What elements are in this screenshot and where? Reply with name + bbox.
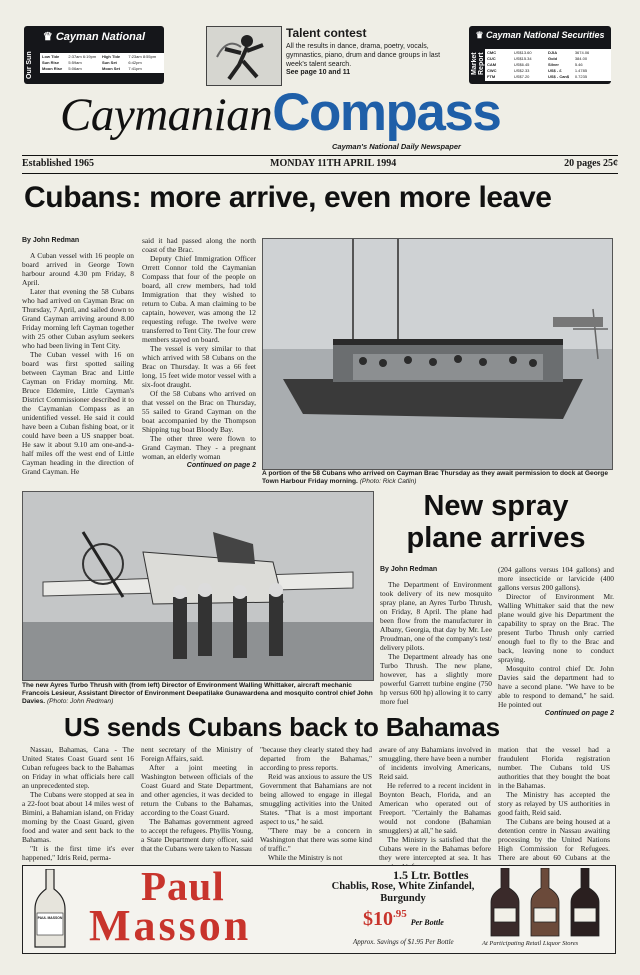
- masthead-word-caymanian: Caymanian: [60, 89, 273, 141]
- story3-column-3: [260, 745, 372, 862]
- article-paragraph: said it had passed along the north coast of the Brac.: [142, 236, 256, 254]
- article-paragraph: nent secretary of the Ministry of Foreign Affairs, said.: [141, 745, 253, 763]
- story2-byline: By John Redman: [380, 566, 438, 573]
- article-paragraph: "because they clearly stated they had departed from the Bahamas," according to press reports.: [260, 745, 372, 772]
- story1-byline: By John Redman: [22, 237, 80, 244]
- ear-table-cell: Sun Set: [101, 60, 117, 65]
- paul-masson-ad[interactable]: [22, 865, 616, 954]
- promo-body: All the results in dance, drama, poetry, vocals, gymnastics, piano, drum and dance groups in last week's talent search.: [286, 43, 441, 68]
- ear-table-cell: Moon Rise: [42, 66, 63, 71]
- article-paragraph: Of the 58 Cubans who arrived on that vessel on the Brac on Thursday, 55 sailed to Grand Cayman on the boat accompanied by the Thompson Shipping tug boat Bloody Bay.: [142, 389, 256, 434]
- article-paragraph: The Ministry has accepted the story as relayed by US authorities in good faith, Reid said.: [498, 790, 610, 817]
- article-paragraph: Nassau, Bahamas, Cana - The United States Coast Guard sent 16 Cuban refugees back to the Bahamas on Friday in what officials here call an unprecedented step.: [22, 745, 134, 790]
- promo-see: See page 10 and 11: [286, 69, 351, 76]
- ear-table-cell: 7:41pm: [128, 66, 142, 71]
- ear-table-cell: 5:59am: [68, 60, 82, 65]
- masthead-word-compass: Compass: [272, 83, 501, 142]
- ear-table-cell: US$ - £: [547, 68, 562, 73]
- article-paragraph: The Bahamas government agreed to accept the refugees. Phyllis Young, a State Department duty officer, said that the Cubans were taken to Nassau: [141, 817, 253, 853]
- ad-savings: Approx. Savings of $1.95 Per Bottle: [353, 938, 454, 946]
- story3-column-4: [379, 745, 491, 871]
- article-paragraph: "There may be a concern in Washington that there was some kind of traffic.": [260, 826, 372, 853]
- ad-wines: Chablis, Rose, White Zinfandel, Burgundy: [331, 881, 475, 904]
- article-paragraph: The Cubans were stopped at sea in a 22-foot boat about 14 miles west of Bimini, a Bahamian island, on Friday morning by the Coast Guard, given food and water and sent back to the Bahamas.: [22, 790, 134, 844]
- ear-table-cell: 5:06am: [68, 66, 82, 71]
- ear-table-row: [42, 66, 162, 72]
- article-paragraph: While the Ministry is not: [268, 853, 343, 862]
- article-paragraph: A Cuban vessel with 16 people on board arrived in George Town harbour around 4.30 pm Friday, 8 April.: [22, 251, 134, 287]
- ear-table-cell: US$7.20: [513, 74, 530, 79]
- ear-table-cell: CAM: [487, 62, 497, 67]
- article-paragraph: The vessel is very similar to that which arrived with 58 Cubans on the Brac on Thursday. It was a 66 feet long, 15 feet wide motor vessel with a six-foot draught.: [142, 344, 256, 389]
- ear-table-cell: Low Tide: [42, 54, 60, 59]
- ear-table-cell: Gold: [547, 56, 558, 61]
- story1-column-1: [22, 236, 134, 476]
- cuban-boat-photo: [262, 238, 613, 470]
- ear-table-cell: FTM: [487, 74, 496, 79]
- article-paragraph: The Ministry is satisfied that the Cubans were in the Bahamas before they were intercepted at sea. It has: [379, 835, 491, 862]
- headline-spray-plane[interactable]: New spray plane arrives: [406, 490, 586, 554]
- ear-table-cell: 0.7235: [574, 74, 588, 79]
- ear-table-cell: US$6.45: [513, 62, 530, 67]
- promo-title: Talent contest: [286, 26, 367, 40]
- promo-image: [206, 26, 282, 86]
- article-paragraph: Reid was anxious to assure the US Government that Bahamians are not being allowed to engage in illegal smuggling activities into the United States. "That is a most important aspect to us," he said.: [260, 772, 372, 826]
- plane-photo-icon: [23, 492, 373, 680]
- ear-table-cell: 6:42pm: [128, 60, 142, 65]
- masthead-logo[interactable]: [60, 82, 620, 146]
- article-paragraph: The Department already has one Turbo Thrush. The new plane, however, has a slightly more powerful Garrett turbine engine (750 hp versus 600 hp) allowing it to carry more fuel: [380, 652, 492, 706]
- ear-title: ♛ Cayman National Securities: [475, 30, 605, 40]
- ear-table-cell: DJIA: [547, 50, 558, 55]
- talent-promo[interactable]: [286, 26, 462, 76]
- story2-photo-credit: (Photo: John Redman): [46, 698, 114, 705]
- tide-table: [40, 53, 164, 73]
- ad-bottle-size: 1.5 Ltr. Bottles: [393, 868, 469, 882]
- dancer-photo-icon: [207, 27, 281, 85]
- ad-stores: At Participating Retail Liquor Stores: [482, 940, 579, 947]
- headline-us-sends-cubans[interactable]: US sends Cubans back to Bahamas: [64, 712, 500, 742]
- ear-table-cell: CWC: [487, 68, 497, 73]
- ear-table-cell: Silver: [547, 62, 559, 67]
- story3-column-5: [498, 745, 610, 871]
- article-paragraph: Later that evening the 58 Cubans who had arrived on Cayman Brac on Thursday, 7 April, and sailed down to Grand Cayman arriving around 8.00 Friday morning left Cayman together with 25 other Cuban asylum seekers who had been living in Tent City.: [22, 287, 134, 350]
- story3-column-2: [141, 745, 253, 853]
- wine-bottles-group-icon: [489, 868, 609, 938]
- ear-table-cell: US$13.60: [513, 50, 532, 55]
- ear-table-cell: 5.46: [574, 62, 583, 67]
- article-paragraph: (204 gallons versus 104 gallons) and more insecticide or larvicide (400 gallons versus 200 gallons).: [498, 565, 614, 592]
- story3-column-1: [22, 745, 134, 862]
- ear-table-cell: US$2.33: [513, 68, 530, 73]
- issue-date: MONDAY 11TH APRIL 1994: [270, 158, 397, 169]
- ear-title: ♛ Cayman National: [42, 31, 146, 43]
- article-paragraph: After a joint meeting in Washington between officials of the Coast Guard and State Department, and other agencies, it was decided to return the Cubans to the Bahamas, according to the Coast Guard.: [141, 763, 253, 817]
- ear-side-label: Our Sun: [26, 51, 33, 79]
- cayman-national-logo-icon: ♛: [42, 31, 56, 43]
- story2-column-2: [498, 565, 614, 718]
- article-paragraph: The Cubans are being housed at a detention centre in Nassau awaiting processing by the United Nations High Commission for Refugees. There are about 60 Cubans at the: [498, 817, 610, 862]
- story1-photo-credit: (Photo: Rick Catlin): [359, 478, 417, 485]
- ear-table-cell: CMC: [487, 50, 497, 55]
- masthead-tagline: Cayman's National Daily Newspaper: [332, 142, 461, 151]
- article-paragraph: The Department of Environment took delivery of its new mosquito spray plane, an Ayres Turbo Thrush, on Friday, 8 April. The plane had been flow from the manufacturer in Albany, Georgia, that day by Mr. Lee Proudman, one of the company's test/ delivery pilots.: [380, 580, 492, 652]
- market-ear-box: [469, 26, 611, 84]
- article-paragraph: Deputy Chief Immigration Officer Orrett Connor told the Caymanian Compass that four of the people on board, all crew members, had told Immigration that they wished to return to Cuba. A man claiming to be captain, however, was among the 12 requesting refuge. The twelve were transferred to Tent City. The four crew members stayed on board.: [142, 254, 256, 344]
- ear-table-cell: 3674.06: [574, 50, 590, 55]
- article-paragraph: The other three were flown to Grand Cayman. They - a pregnant woman, an elderly woman: [142, 434, 256, 461]
- story1-continued[interactable]: Continued on page 2: [186, 462, 256, 469]
- ear-table-cell: 7:23am 8:55pm: [128, 54, 157, 59]
- ear-table-cell: Moon Set: [101, 66, 120, 71]
- article-paragraph: "It is the first time it's ever happened," Idris Reid, perma-: [22, 844, 134, 862]
- established-label: Established 1965: [22, 158, 94, 169]
- article-paragraph: Director of Environment Mr. Walling Whittaker said that the new plane would give his Department the capability to spray on the Brac. The present Turbo Thrush only carried enough fuel to fly to the Brac and back, leaving none to conduct spraying.: [498, 592, 614, 664]
- article-paragraph: aware of any Bahamians involved in smuggling, there have been a number of incidents involving Americans, Reid said.: [379, 745, 491, 781]
- pages-price: 20 pages 25¢: [564, 158, 618, 169]
- ear-table-cell: Sun Rise: [42, 60, 60, 65]
- ear-table-cell: High Tide: [101, 54, 121, 59]
- dateline-bar: [22, 155, 618, 174]
- market-table: [485, 49, 611, 81]
- ear-table-cell: CUC: [487, 56, 496, 61]
- article-paragraph: mation that the vessel had a fraudulent Florida registration number. The Cubans told US authorities that they bought the boat in the Bahamas.: [498, 745, 610, 790]
- article-paragraph: The Cuban vessel with 16 on board was first spotted sailing between Cayman Brac and Little Cayman on Friday morning. Mr. Bruce Eldemire, Little Cayman's District Commissioner described it to the Caymanian Compass as an unidentified vessel. He said it could have been a Cuban fishing boat, or it could have been a US snapper boat. He saw it about 9.10 am one-and-a-half miles off the west end of Little Cayman heading in the direction of Grand Cayman. He: [22, 350, 134, 476]
- ad-brand: Paul Masson: [89, 863, 252, 950]
- ear-table-row: [487, 74, 609, 80]
- boat-photo-icon: [263, 239, 612, 469]
- story2-column-1: [380, 565, 492, 706]
- ear-table-cell: US$ - Can$: [547, 74, 570, 79]
- spray-plane-photo: [22, 491, 374, 681]
- story2-photo-caption: The new Ayres Turbo Thrush with (from left) Director of Environment Walling Whittaker, aircraft mechanic Francois Lesieur, Assistant Director of Environment Deepatilake Gunawardena and mosquito control chief John Davies. (Photo: John Redman): [22, 682, 373, 705]
- ear-side-label: Market Report: [471, 52, 485, 76]
- cayman-national-logo-icon: ♛: [475, 30, 487, 40]
- story1-column-2: [142, 236, 256, 470]
- ear-table-cell: 1.4785: [574, 68, 588, 73]
- article-paragraph: He referred to a recent incident in Boynton Beach, Florida, and an American who operated out of Freeport. "Certainly the Bahamas would not condone (Bahamian smugglers) at all," he said.: [379, 781, 491, 835]
- weather-ear-box: [24, 26, 164, 84]
- bottle-label-text: PAUL MASSON: [37, 916, 63, 920]
- story2-continued[interactable]: Continued on page 2: [544, 710, 614, 717]
- article-paragraph: Mosquito control chief Dr. John Davies said the department had to have a second plane. "We have to be able to respond to demand," he said. He pointed out: [498, 664, 614, 709]
- ear-table-cell: 2:37am 6:19pm: [68, 54, 97, 59]
- ear-table-cell: 384.00: [574, 56, 588, 61]
- ear-table-cell: US$15.34: [513, 56, 532, 61]
- ad-price: $\$10^{.95}$ Per Bottle: [363, 908, 444, 930]
- wine-bottle-icon: [33, 869, 67, 949]
- headline-cubans-arrive[interactable]: Cubans: more arrive, even more leave: [24, 181, 552, 214]
- story1-photo-caption: A portion of the 58 Cubans who arrived on Cayman Brac Thursday as they await permission to dock at George Town Harbour Friday morning. (Photo: Rick Catlin): [262, 470, 609, 485]
